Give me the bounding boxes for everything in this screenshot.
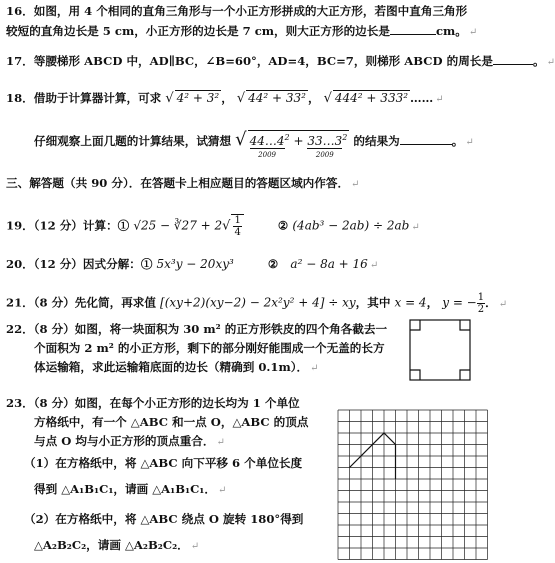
- q22-line1: 22．（8 分）如图，将一块面积为 30 m² 的正方形铁皮的四个角各截去一: [6, 322, 388, 336]
- q23-line1: 23．（8 分）如图，在每个小正方形的边长均为 1 个单位: [6, 396, 300, 410]
- q18-line1: 18．借助于计算器计算，可求 √ 4² + 3² ， √ 44² + 33² ， √ 444² + 333² …… ↵: [6, 91, 444, 106]
- section-3-heading: 三、解答题（共 90 分）．在答题卡上相应题目的答题区域内作答． ↵: [6, 176, 360, 190]
- q23-grid-figure: [332, 404, 506, 562]
- q17-line: 17．等腰梯形 ABCD 中，AD∥BC，∠B=60°，AD=4，BC=7，则梯形 ABCD 的周长是 。 ↵: [6, 54, 555, 68]
- answer-blank[interactable]: [493, 54, 533, 65]
- answer-blank[interactable]: [390, 24, 436, 35]
- q20-line: 20．（12 分）因式分解：① 5x³y − 20xy³ ② a² − 8a + 16 ↵: [6, 257, 379, 271]
- q22-square-figure: [408, 318, 472, 384]
- q16-line2: 较短的直角边长是 5 cm，小正方形的边长是 7 cm，则大正方形的边长是 cm。 ↵: [6, 24, 478, 38]
- q16-line1: 16．如图，用 4 个相同的直角三角形与一个小正方形拼成的大正方形，若图中直角三角形: [6, 4, 468, 18]
- q18-line2: 仔细观察上面几题的计算结果，试猜想 √ 44…4 2009 $^2$ + 33…3 2009 $^2$ 的结果为 。 ↵: [34, 129, 474, 159]
- q19-line: 19．（12 分）计算：① √25 − ∛27 + 2√ $\frac{1}{4}$ ② (4ab³ − 2ab) ÷ 2ab ↵: [6, 215, 420, 238]
- q22-line3: 体运输箱，求此运输箱底面的边长（精确到 0.1m）． ↵: [34, 360, 319, 374]
- q23-line5: 得到 △A₁B₁C₁，请画 △A₁B₁C₁． ↵: [34, 482, 227, 496]
- q23-line4: （1）在方格纸中，将 △ABC 向下平移 6 个单位长度: [24, 456, 303, 470]
- q22-line2: 个面积为 2 m² 的小正方形，剩下的部分刚好能围成一个无盖的长方: [34, 341, 385, 355]
- q23-line3: 与点 O 均与小正方形的顶点重合． ↵: [34, 434, 225, 448]
- q23-line6: （2）在方格纸中，将 △ABC 绕点 O 旋转 180°得到: [24, 512, 304, 526]
- q23-line7: △A₂B₂C₂，请画 △A₂B₂C₂． ↵: [34, 538, 200, 552]
- q23-line2: 方格纸中，有一个 △ABC 和一点 O，△ABC 的顶点: [34, 415, 309, 429]
- answer-blank[interactable]: [400, 134, 452, 145]
- q21-line: 21．（8 分）先化简，再求值 [(xy+2)(xy−2) − 2x²y² + 4] ÷ xy，其中 x = 4， y = − $\frac{1}{2}$ ． ↵: [6, 292, 508, 315]
